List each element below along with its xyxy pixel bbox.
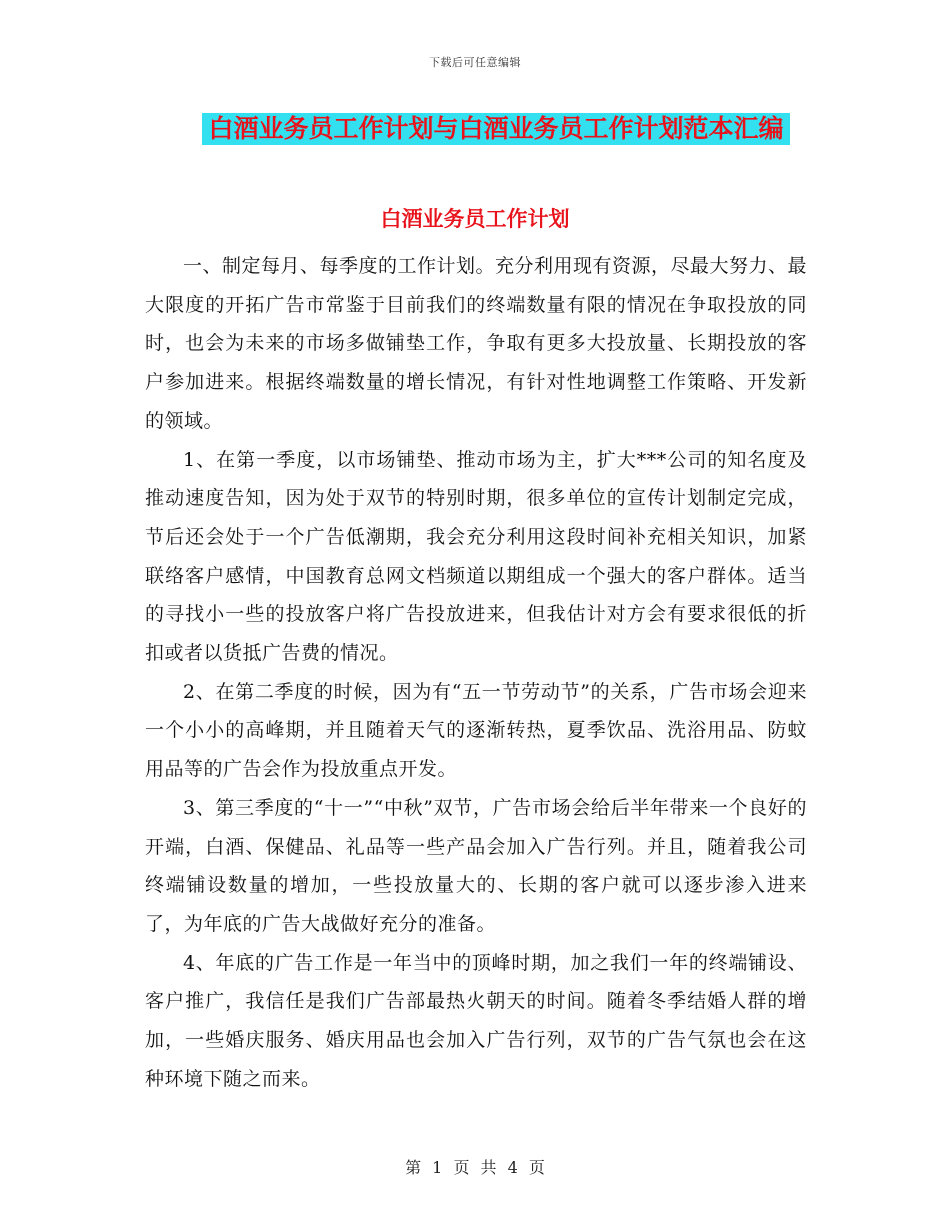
paragraph-q3: 3、第三季度的“十一”“中秋”双节，广告市场会给后半年带来一个良好的开端，白酒、保健品、礼品等一些产品会加入广告行列。并且，随着我公司终端铺设数量的增加，一些投放量大的、长期的客户就可以逐步渗入进来了，为年底的广告大战做好充分的准备。 [145, 796, 807, 935]
paragraph-q1: 1、在第一季度，以市场铺垫、推动市场为主，扩大***公司的知名度及推动速度告知，因为处于双节的特别时期，很多单位的宣传计划制定完成，节后还会处于一个广告低潮期，我会充分利用这段时间补充相关知识，加紧联络客户感情，中国教育总网文档频道以期组成一个强大的客户群体。适当的寻找小一些的投放客户将广告投放进来，但我估计对方会有要求很低的折扣或者以货抵广告费的情况。 [145, 448, 807, 665]
document-body [145, 247, 807, 1098]
document-title: 白酒业务员工作计划与白酒业务员工作计划范本汇编 [202, 113, 789, 145]
document-title-container [0, 113, 950, 145]
section-heading: 白酒业务员工作计划 [380, 207, 570, 231]
paragraph-q4: 4、年底的广告工作是一年当中的顶峰时期，加之我们一年的终端铺设、客户推广，我信任是我们广告部最热火朝天的时间。随着冬季结婚人群的增加，一些婚庆服务、婚庆用品也会加入广告行列，双节的广告气氛也会在这种环境下随之而来。 [145, 951, 807, 1090]
page-number-indicator: 第 1 页 共 4 页 [405, 1158, 545, 1177]
paragraph-intro: 一、制定每月、每季度的工作计划。充分利用现有资源，尽最大努力、最大限度的开拓广告市常鉴于目前我们的终端数量有限的情况在争取投放的同时，也会为未来的市场多做铺垫工作，争取有更多大投放量、长期投放的客户参加进来。根据终端数量的增长情况，有针对性地调整工作策略、开发新的领域。 [145, 255, 808, 432]
paragraph-q2: 2、在第二季度的时候，因为有“五一节劳动节”的关系，广告市场会迎来一个小小的高峰期，并且随着天气的逐渐转热，夏季饮品、洗浴用品、防蚊用品等的广告会作为投放重点开发。 [145, 680, 807, 781]
page-header-note: 下载后可任意编辑 [429, 56, 521, 69]
